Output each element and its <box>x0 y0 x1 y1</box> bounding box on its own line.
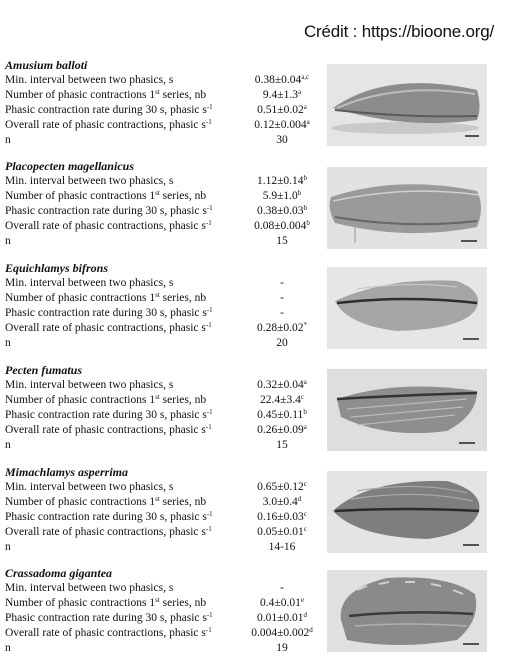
species-name: Equichlamys bifrons <box>5 261 109 275</box>
measurements <box>5 276 325 351</box>
row-label: Overall rate of phasic contractions, phasic $s^{-1}$ <box>5 525 212 538</box>
shell-photo <box>327 471 487 553</box>
row-label: Number of phasic contractions 1st series, nb <box>5 189 207 202</box>
row-label: n <box>5 439 11 451</box>
row-label: Phasic contraction rate during 30 s, phasic $s^{-1}$ <box>5 306 213 319</box>
row-value: 0.05±0.01$^c$ <box>257 525 307 538</box>
measurement-row <box>5 133 325 148</box>
row-label: Overall rate of phasic contractions, phasic $s^{-1}$ <box>5 321 212 334</box>
row-label: n <box>5 337 11 349</box>
row-value: 0.26±0.09$^a$ <box>257 423 307 436</box>
row-label: n <box>5 235 11 247</box>
row-value: 0.004±0.002$^d$ <box>251 626 313 639</box>
shell-photo <box>327 369 487 451</box>
row-label: Overall rate of phasic contractions, phasic $s^{-1}$ <box>5 219 212 232</box>
row-value: 19 <box>276 642 288 654</box>
row-label: Phasic contraction rate during 30 s, phasic $s^{-1}$ <box>5 103 213 116</box>
row-value: - <box>280 582 284 594</box>
measurement-row <box>5 306 325 321</box>
measurements <box>5 480 325 555</box>
measurement-row <box>5 408 325 423</box>
row-value: 0.32±0.04$^a$ <box>257 378 307 391</box>
measurement-row <box>5 234 325 249</box>
row-value: 20 <box>276 337 288 349</box>
measurement-row <box>5 73 325 88</box>
species-name: Placopecten magellanicus <box>5 159 134 173</box>
species-name: Crassadoma gigantea <box>5 566 113 580</box>
row-label: Phasic contraction rate during 30 s, phasic $s^{-1}$ <box>5 408 213 421</box>
measurements <box>5 174 325 249</box>
row-label: Number of phasic contractions 1st series, nb <box>5 291 207 304</box>
row-label: Number of phasic contractions 1st series, nb <box>5 88 207 101</box>
row-value: 30 <box>276 134 288 146</box>
row-value: 15 <box>276 439 288 451</box>
measurement-row <box>5 393 325 408</box>
measurement-row <box>5 596 325 611</box>
measurement-row <box>5 336 325 351</box>
row-label: Min. interval between two phasics, s <box>5 175 174 187</box>
species-section <box>0 58 510 154</box>
measurement-row <box>5 438 325 453</box>
measurement-row <box>5 611 325 626</box>
row-value: 0.65±0.12$^c$ <box>257 480 307 493</box>
row-label: Min. interval between two phasics, s <box>5 582 174 594</box>
row-label: Min. interval between two phasics, s <box>5 481 174 493</box>
row-value: 5.9±1.0$^b$ <box>262 189 302 202</box>
measurement-row <box>5 626 325 641</box>
row-value: 1.12±0.14$^b$ <box>256 174 308 187</box>
species-section <box>0 261 510 357</box>
row-value: 0.01±0.01$^d$ <box>256 611 308 624</box>
row-value: 15 <box>276 235 288 247</box>
measurement-row <box>5 540 325 555</box>
row-value: 0.28±0.02* <box>256 321 308 334</box>
measurement-row <box>5 581 325 596</box>
measurement-row <box>5 276 325 291</box>
row-label: Number of phasic contractions 1st series, nb <box>5 495 207 508</box>
row-value: 3.0±0.4$^d$ <box>262 495 302 508</box>
credit-text: Crédit : https://bioone.org/ <box>303 22 494 41</box>
row-label: Min. interval between two phasics, s <box>5 379 174 391</box>
species-section <box>0 465 510 561</box>
measurement-row <box>5 525 325 540</box>
species-name: Mimachlamys asperrima <box>5 465 129 479</box>
species-section <box>0 566 510 662</box>
measurements <box>5 73 325 148</box>
measurement-row <box>5 510 325 525</box>
shell-photo <box>327 167 487 249</box>
measurement-row <box>5 204 325 219</box>
row-value: $0.38\pm 0.04^{a,c}$ <box>254 73 310 86</box>
measurement-row <box>5 189 325 204</box>
measurement-row <box>5 378 325 393</box>
row-value: 0.16±0.03$^c$ <box>257 510 307 523</box>
row-value: 0.08±0.004$^b$ <box>254 219 310 232</box>
row-value: 0.45±0.11$^b$ <box>257 408 307 421</box>
row-label: Phasic contraction rate during 30 s, phasic $s^{-1}$ <box>5 510 213 523</box>
measurement-row <box>5 88 325 103</box>
row-label: n <box>5 642 11 654</box>
species-name: Pecten fumatus <box>5 363 82 377</box>
measurements <box>5 581 325 656</box>
measurement-row <box>5 103 325 118</box>
row-label: Phasic contraction rate during 30 s, phasic $s^{-1}$ <box>5 204 213 217</box>
shell-photo <box>327 570 487 652</box>
row-label: Phasic contraction rate during 30 s, phasic $s^{-1}$ <box>5 611 213 624</box>
species-section <box>0 159 510 255</box>
row-label: Number of phasic contractions 1st series, nb <box>5 596 207 609</box>
row-value: 22.4±3.4$^c$ <box>260 393 304 406</box>
shell-photo <box>327 267 487 349</box>
row-value: 9.4±1.3$^a$ <box>262 88 302 101</box>
row-value: - <box>280 277 284 289</box>
measurement-row <box>5 118 325 133</box>
measurement-row <box>5 174 325 189</box>
row-label: Overall rate of phasic contractions, phasic $s^{-1}$ <box>5 118 212 131</box>
row-value: 0.38±0.03$^b$ <box>256 204 308 217</box>
shell-photo <box>327 64 487 146</box>
row-label: n <box>5 541 11 553</box>
row-value: 0.4±0.01$^e$ <box>260 596 304 609</box>
row-label: Min. interval between two phasics, s <box>5 277 174 289</box>
measurement-row <box>5 641 325 656</box>
row-value: 0.12±0.004$^a$ <box>254 118 310 131</box>
row-value: 0.51±0.02$^a$ <box>257 103 307 116</box>
measurement-row <box>5 480 325 495</box>
row-value: - <box>280 307 284 319</box>
row-label: Overall rate of phasic contractions, phasic $s^{-1}$ <box>5 423 212 436</box>
measurement-row <box>5 291 325 306</box>
measurement-row <box>5 423 325 438</box>
measurements <box>5 378 325 453</box>
row-label: Min. interval between two phasics, s <box>5 74 174 86</box>
measurement-row <box>5 495 325 510</box>
row-label: n <box>5 134 11 146</box>
row-value: 14-16 <box>268 541 296 553</box>
row-label: Overall rate of phasic contractions, phasic $s^{-1}$ <box>5 626 212 639</box>
measurement-row <box>5 219 325 234</box>
species-name: Amusium balloti <box>5 58 88 72</box>
row-value: - <box>280 292 284 304</box>
species-section <box>0 363 510 459</box>
measurement-row <box>5 321 325 336</box>
row-label: Number of phasic contractions 1st series, nb <box>5 393 207 406</box>
